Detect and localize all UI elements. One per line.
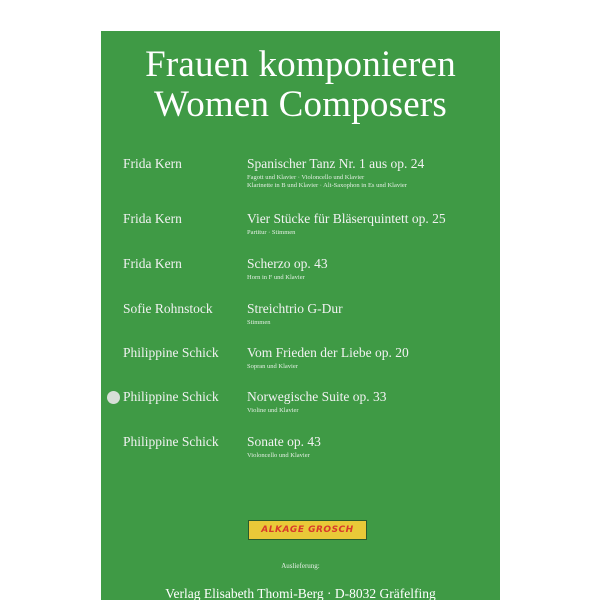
instrumentation-line: Partitur · Stimmen (247, 229, 296, 236)
composer-name: Frida Kern (123, 211, 182, 226)
work-title: Scherzo op. 43 (247, 256, 328, 271)
publisher-line: Verlag Elisabeth Thomi-Berg · D-8032 Gräfelfing (165, 586, 436, 601)
instrumentation-line: Sopran und Klavier (247, 363, 298, 370)
composer-name: Philippine Schick (123, 389, 219, 404)
marker-dot (107, 391, 120, 404)
work-title: Vier Stücke für Bläserquintett op. 25 (247, 211, 446, 226)
instrumentation-line: Horn in F und Klavier (247, 274, 305, 281)
composer-name: Sofie Rohnstock (123, 301, 213, 316)
work-title: Spanischer Tanz Nr. 1 aus op. 24 (247, 156, 425, 171)
instrumentation-line: Violine und Klavier (247, 407, 299, 414)
publisher-logo (248, 520, 367, 540)
cover (101, 31, 500, 600)
composer-name: Frida Kern (123, 156, 182, 171)
instrumentation-line: Fagott und Klavier · Violoncello und Klavier (247, 174, 365, 181)
logo-text: ALKAGE GROSCH (261, 525, 354, 535)
composer-name: Philippine Schick (123, 434, 219, 449)
work-title: Vom Frieden der Liebe op. 20 (247, 345, 409, 360)
distribution-label: Auslieferung: (281, 562, 320, 570)
composer-name: Frida Kern (123, 256, 182, 271)
work-title: Sonate op. 43 (247, 434, 321, 449)
title-english: Women Composers (154, 84, 447, 125)
instrumentation-line: Klarinette in B und Klavier · Alt-Saxophon in Es und Klavier (247, 182, 407, 189)
title-german: Frauen komponieren (145, 44, 456, 85)
work-title: Norwegische Suite op. 33 (247, 389, 387, 404)
work-title: Streichtrio G-Dur (247, 301, 343, 316)
instrumentation-line: Violoncello und Klavier (247, 452, 310, 459)
instrumentation-line: Stimmen (247, 319, 271, 326)
composer-name: Philippine Schick (123, 345, 219, 360)
